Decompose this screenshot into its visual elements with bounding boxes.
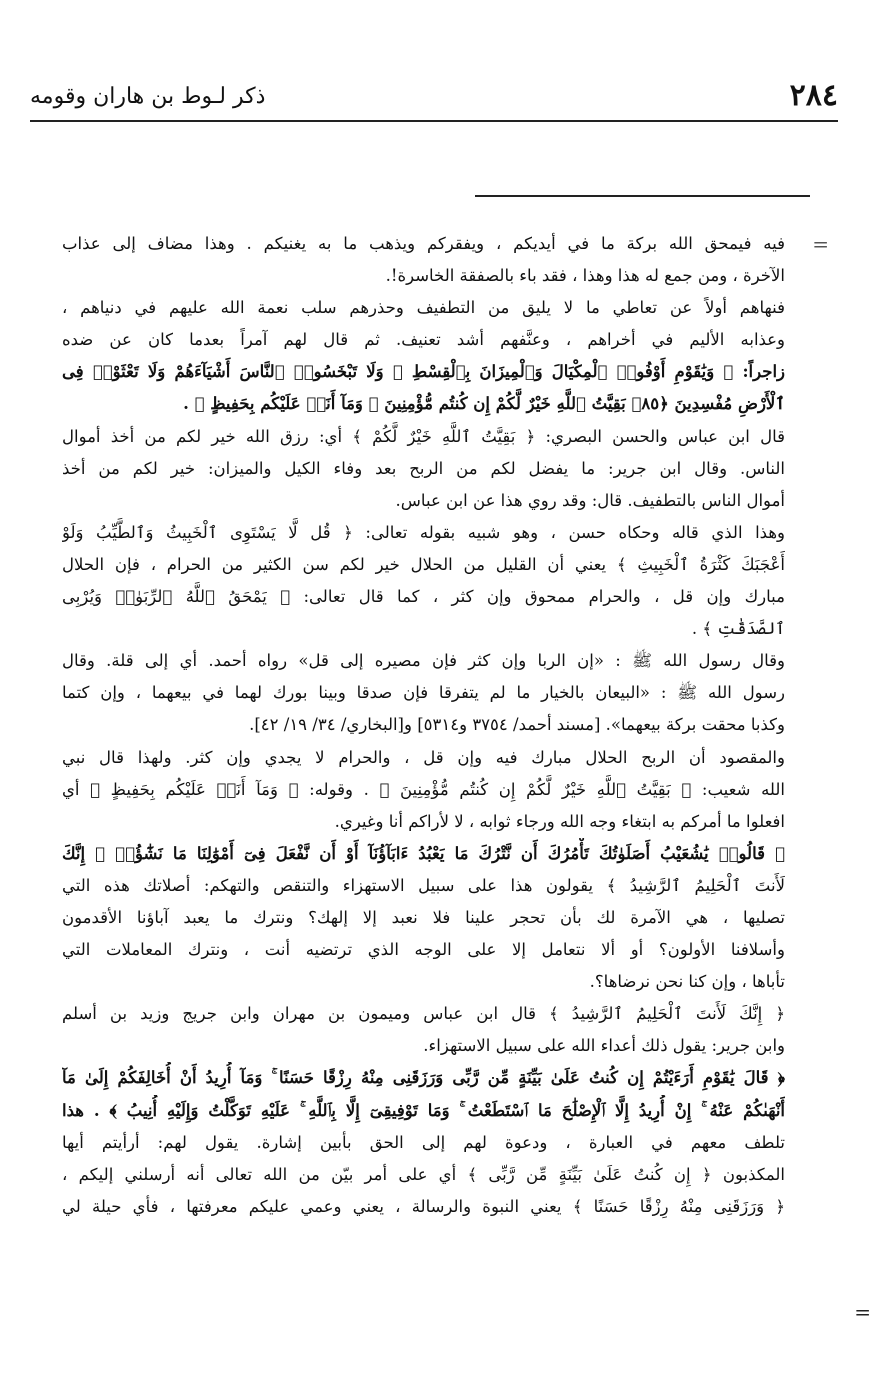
page-header <box>30 78 838 118</box>
text-line: مبارك وإن قل ، والحرام ممحوق وإن كثر ، كما قال تعالى: ﴿ يَمْحَقُ ٱللَّهُ ٱلرِّبَوٰا۟ وَيُرْبِى <box>62 587 785 607</box>
text-line: زاجراً: ﴿ وَيَٰقَوْمِ أَوْفُوا۟ ٱلْمِكْيَالَ وَٱلْمِيزَانَ بِٱلْقِسْطِ ۖ وَلَا تَبْخَسُوا۟ ٱلنَّاسَ أَشْيَآءَهُمْ وَلَا تَعْثَوْا۟ فِى <box>62 362 785 382</box>
text-line: وهذا الذي قاله وحكاه حسن ، وهو شبيه بقوله تعالى: ﴿ قُل لَّا يَسْتَوِى ٱلْخَبِيثُ وَٱلطَّيِّبُ وَلَوْ <box>62 522 785 542</box>
text-line: أَعْجَبَكَ كَثْرَةُ ٱلْخَبِيثِ ﴾ يعني أن القليل من الحلال خير لكم سن الكثير من الحرام ، فإن الحلال <box>62 554 785 574</box>
text-line: وكذبا محقت بركة بيعهما». [مسند أحمد/ ٣٧٥٤ و٥٣١٤] و[البخاري/ ٣٤/ ١٩/ ٤٢]. <box>249 715 785 735</box>
text-line: تصليها ، هي الآمرة لك بأن تحجر علينا فلا نعبد إلا إلهك؟ ونترك ما يعبد آباؤنا الأقدمون <box>62 907 785 927</box>
text-line: ٱلصَّدَقَٰتِ ﴾ . <box>691 619 785 639</box>
text-line: وقال رسول الله ﷺ : «إن الربا وإن كثر فإن مصيره إلى قل» رواه أحمد. أي إلى قلة. وقال <box>62 651 785 671</box>
text-line: وأسلافنا الأولون؟ أو ألا نتعامل إلا على الوجه الذي ترتضيه أنت ، ونترك المعاملات التي <box>62 940 785 960</box>
text-line: رسول الله ﷺ : «البيعان بالخيار ما لم يتفرقا فإن صدقا وبينا بورك لهما في بيعهما ، وإن كتما <box>62 683 785 703</box>
margin-mark-bottom: = <box>854 1300 871 1324</box>
text-line: الناس. وقال ابن جرير: ما يفضل لكم من الربح بعد وفاء الكيل والميزان: خير لكم من أخذ <box>62 458 785 478</box>
text-line: قال ابن عباس والحسن البصري: ﴿ بَقِيَّتُ ٱللَّهِ خَيْرٌ لَّكُمْ ﴾ أي: رزق الله خير لكم من أخذ أموال <box>62 426 785 446</box>
text-line: فيه فيمحق الله بركة ما في أيديكم ، ويفقركم ويذهب ما به يغنيكم . وهذا مضاف إلى عذاب <box>62 234 785 253</box>
text-line: لَأَنتَ ٱلْحَلِيمُ ٱلرَّشِيدُ ﴾ يقولون هذا على سبيل الاستهزاء والتنقص والتهكم: أصلاتك هذه التي <box>62 875 785 895</box>
text-line: ﴿ إِنَّكَ لَأَنتَ ٱلْحَلِيمُ ٱلرَّشِيدُ ﴾ قال ابن عباس وميمون بن مهران وابن جريج وزيد بن أسلم <box>62 1004 785 1024</box>
text-line: تأباها ، وإن كنا نحن نرضاها؟. <box>589 972 785 992</box>
text-line: أَنْهَىٰكُمْ عَنْهُ ۚ إِنْ أُرِيدُ إِلَّا ٱلْإِصْلَٰحَ مَا ٱسْتَطَعْتُ ۚ وَمَا تَوْفِيقِىٓ إِلَّا بِٱللَّهِ ۚ عَلَيْهِ تَوَكَّلْتُ وَإِلَيْهِ أُنِيبُ ﴾ . هذا <box>62 1100 785 1120</box>
text-line: ﴿ قَالُوا۟ يَٰشُعَيْبُ أَصَلَوٰتُكَ تَأْمُرُكَ أَن نَّتْرُكَ مَا يَعْبُدُ ءَابَآؤُنَآ أَوْ أَن نَّفْعَلَ فِىٓ أَمْوَٰلِنَا مَا نَشَٰٓؤُا۟ ۖ إِنَّكَ <box>62 843 785 863</box>
text-line: ٱلْأَرْضِ مُفْسِدِينَ ﴿٨٥﴾ بَقِيَّتُ ٱللَّهِ خَيْرٌ لَّكُمْ إِن كُنتُم مُّؤْمِنِينَ ۚ وَمَآ أَنَا۠ عَلَيْكُم بِحَفِيظٍ ﴾ . <box>183 394 785 414</box>
text-line: وابن جرير: يقول ذلك أعداء الله على سبيل الاستهزاء. <box>423 1036 785 1056</box>
running-title: ذكر لـوط بن هاران وقومه <box>30 84 266 109</box>
text-line: المكذبون ﴿ إِن كُنتُ عَلَىٰ بَيِّنَةٍ مِّن رَّبِّى ﴾ أي على أمر بيّن من الله تعالى أنه أرسلني إليكم ، <box>62 1164 785 1184</box>
margin-mark-top: = <box>812 232 829 256</box>
text-line: الآخرة ، ومن جمع له هذا وهذا ، فقد باء بالصفقة الخاسرة!. <box>385 266 785 286</box>
body-text <box>62 228 785 1223</box>
text-line: فنهاهم أولاً عن تعاطي ما لا يليق من التطفيف وحذرهم سلب نعمة الله عليهم في دنياهم ، <box>62 298 785 318</box>
text-line: وعذابه الأليم في أخراهم ، وعنَّفهم أشد تعنيف. ثم قال لهم آمراً بعدما كان عن ضده <box>62 330 785 350</box>
text-line: الله شعيب: ﴿ بَقِيَّتُ ٱللَّهِ خَيْرٌ لَّكُمْ إِن كُنتُم مُّؤْمِنِينَ ﴾ . وقوله: ﴿ وَمَآ أَنَا۠ عَلَيْكُم بِحَفِيظٍ ﴾ أي <box>62 779 785 799</box>
text-line: افعلوا ما أمركم به ابتغاء وجه الله ورجاء ثوابه ، لا لأراكم أنا وغيري. <box>334 811 785 831</box>
page-number: ٢٨٤ <box>789 78 838 113</box>
text-line: والمقصود أن الربح الحلال مبارك فيه وإن قل ، والحرام لا يجدي وإن كثر. ولهذا قال نبي <box>62 747 785 767</box>
text-line: تلطف معهم في العبارة ، ودعوة لهم إلى الحق بأبين إشارة. يقول لهم: أرأيتم أيها <box>62 1132 785 1152</box>
footnote-divider-rule <box>475 195 810 197</box>
text-line: ﴿ وَرَزَقَنِى مِنْهُ رِزْقًا حَسَنًا ﴾ يعني النبوة والرسالة ، يعني وعمي عليكم معرفتها ، فأي حيلة لي <box>62 1196 785 1216</box>
header-rule <box>30 120 838 122</box>
text-line: أموال الناس بالتطفيف. قال: وقد روي هذا عن ابن عباس. <box>395 490 785 510</box>
text-line: ﴿ قَالَ يَٰقَوْمِ أَرَءَيْتُمْ إِن كُنتُ عَلَىٰ بَيِّنَةٍ مِّن رَّبِّى وَرَزَقَنِى مِنْهُ رِزْقًا حَسَنًا ۚ وَمَآ أُرِيدُ أَنْ أُخَالِفَكُمْ إِلَىٰ مَآ <box>62 1068 785 1088</box>
